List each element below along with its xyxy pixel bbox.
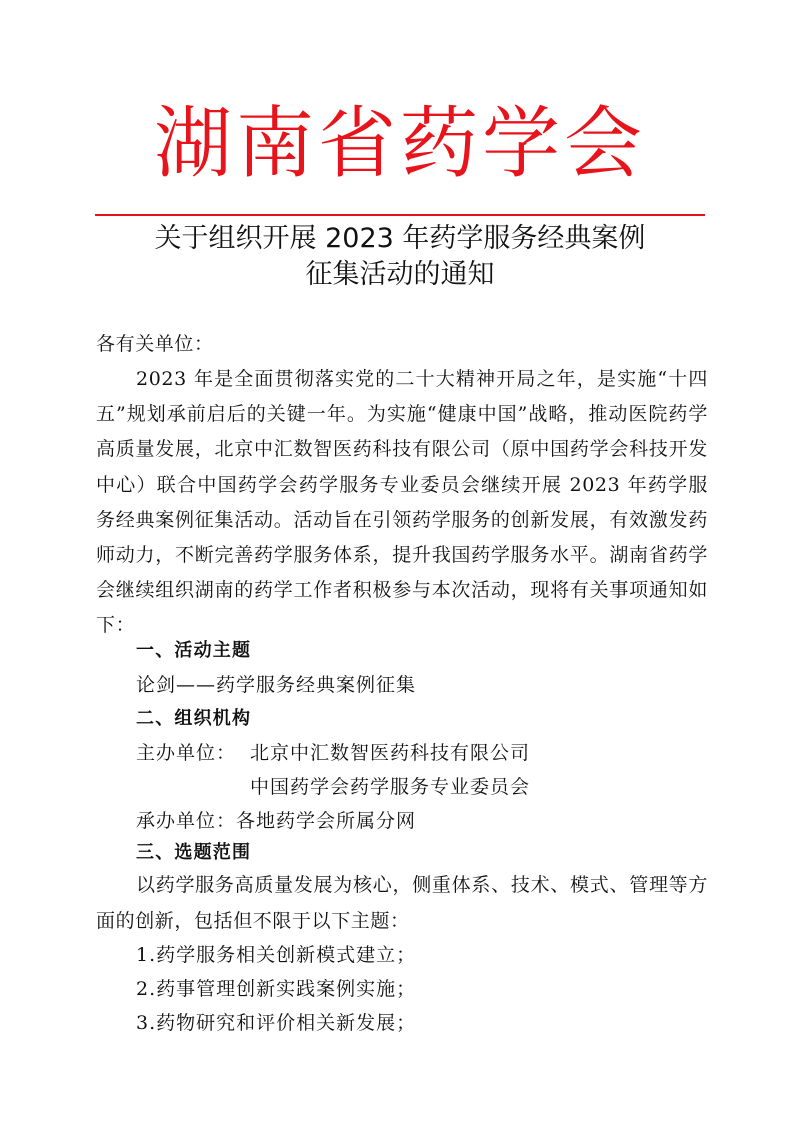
scope-item-2: 2.药事管理创新实践案例实施； (136, 978, 417, 1000)
host-organization-2: 中国药学会药学服务专业委员会 (250, 776, 531, 798)
document-title-line-2: 征集活动的通知 (305, 259, 495, 290)
letterhead-divider (95, 214, 705, 216)
theme-text: 论剑——药学服务经典案例征集 (136, 674, 417, 696)
section-heading-organization: 二、组织机构 (136, 708, 252, 729)
section-heading-theme: 一、活动主题 (136, 640, 252, 661)
salutation: 各有关单位： (96, 333, 214, 355)
section-heading-scope: 三、选题范围 (136, 842, 252, 863)
scope-paragraph: 以药学服务高质量发展为核心，侧重体系、技术、模式、管理等方面的创新，包括但不限于以下主题： (96, 874, 708, 932)
host-label: 主办单位： (136, 742, 237, 764)
document-title-line-1: 关于组织开展 2023 年药学服务经典案例 (154, 223, 646, 254)
scope-item-3: 3.药物研究和评价相关新发展； (136, 1012, 417, 1034)
scope-item-1: 1.药学服务相关创新模式建立； (136, 944, 417, 966)
organizer-text: 承办单位：各地药学会所属分网 (136, 810, 417, 832)
intro-paragraph: 2023 年是全面贯彻落实党的二十大精神开局之年，是实施“十四五”规划承前启后的关键一年。为实施“健康中国”战略，推动医院药学高质量发展，北京中汇数智医药科技有限公司（原中国药学会科技开发中心）联合中国药学会药学服务专业委员会继续开展 2023 年药学服务经典案例征集活动。活动旨在引领药学服务的创新发展，有效激发药师动力，不断完善药学服务体系，提升我国药学服务水平。湖南省药学会继续组织湖南的药学工作者积极参与本次活动，现将有关事项通知如下： (96, 368, 708, 637)
organization-letterhead: 湖南省药学会 (153, 99, 646, 189)
host-organization-1: 北京中汇数智医药科技有限公司 (250, 742, 531, 764)
